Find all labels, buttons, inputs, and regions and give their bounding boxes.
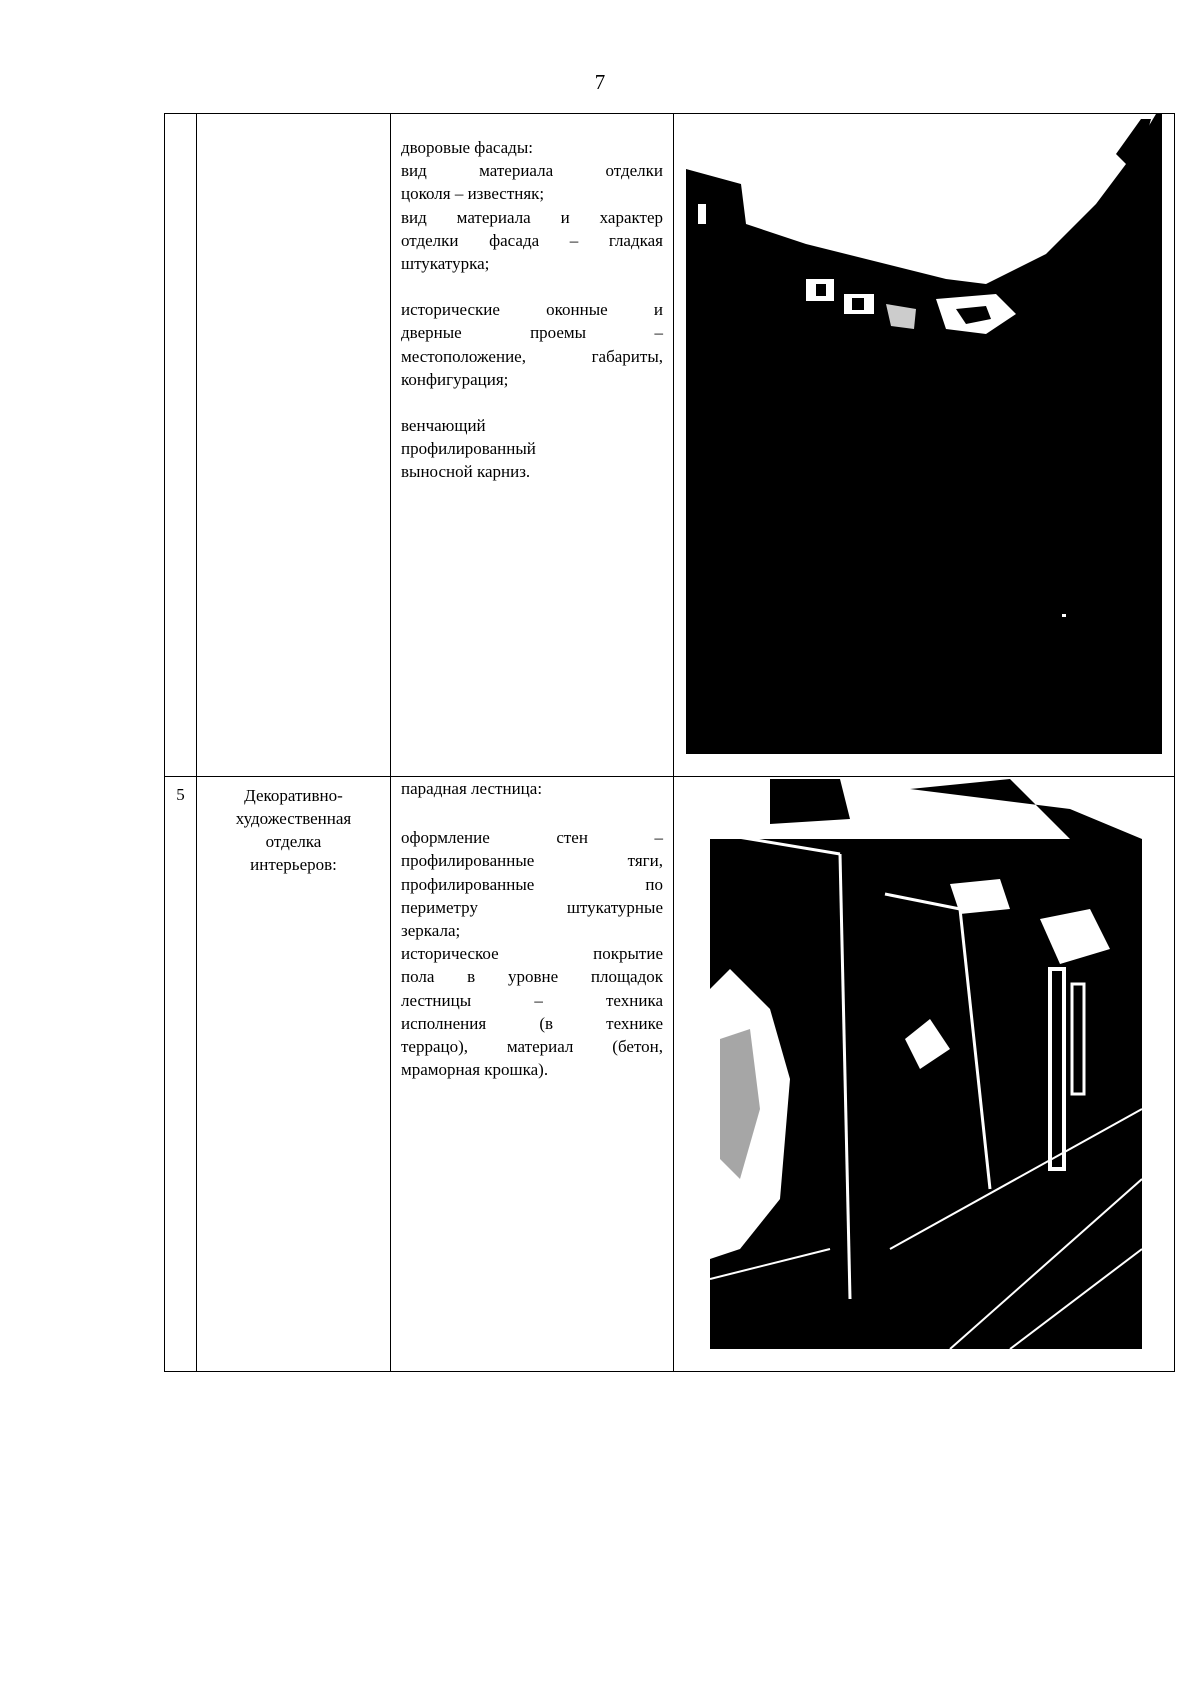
description-line: исполнения (в технике bbox=[401, 1013, 663, 1033]
row-number-cell: 5 bbox=[165, 777, 197, 1372]
name-line: Декоративно- bbox=[244, 786, 343, 805]
description-line: венчающий bbox=[401, 416, 486, 436]
description-block bbox=[401, 298, 663, 391]
description-line: местоположение, габариты, bbox=[401, 346, 663, 366]
description-line: исторические оконные и bbox=[401, 300, 663, 320]
heritage-table bbox=[164, 113, 1175, 1372]
staircase-interior-photo bbox=[710, 779, 1142, 1349]
table-row bbox=[165, 114, 1175, 777]
description-line: дворовые фасады: bbox=[401, 138, 533, 157]
description-block bbox=[401, 777, 663, 800]
row-description-cell bbox=[391, 114, 674, 777]
name-line: художественная bbox=[235, 809, 352, 828]
description-line: отделки фасада – гладкая bbox=[401, 230, 663, 250]
description-line: оформление стен – bbox=[401, 828, 663, 848]
row-name-cell bbox=[197, 114, 391, 777]
name-line: отделка bbox=[265, 832, 322, 851]
description-block bbox=[401, 826, 663, 1081]
row-photo-cell bbox=[674, 114, 1175, 777]
row-photo-cell bbox=[674, 777, 1175, 1372]
courtyard-facade-photo bbox=[686, 114, 1162, 754]
description-line: выносной карниз. bbox=[401, 462, 531, 482]
description-line: штукатурка; bbox=[401, 254, 490, 274]
description-line: парадная лестница: bbox=[401, 779, 543, 798]
row-number-cell bbox=[165, 114, 197, 777]
row-name-cell bbox=[197, 777, 391, 1372]
description-line: вид материала и характер bbox=[401, 207, 663, 227]
description-line: дверные проемы – bbox=[401, 323, 663, 343]
description-line: пола в уровне площадок bbox=[401, 967, 663, 987]
row-description-cell bbox=[391, 777, 674, 1372]
description-line: профилированные по bbox=[401, 874, 663, 894]
description-block bbox=[401, 136, 663, 275]
description-line: цоколя – известняк; bbox=[401, 184, 545, 204]
description-line: конфигурация; bbox=[401, 369, 509, 389]
description-line: зеркала; bbox=[401, 921, 461, 941]
description-line: профилированные тяги, bbox=[401, 851, 663, 871]
description-line: террацо), материал (бетон, bbox=[401, 1037, 663, 1057]
description-line: периметру штукатурные bbox=[401, 897, 663, 917]
description-line: историческое покрытие bbox=[401, 944, 663, 964]
description-line: лестницы – техника bbox=[401, 990, 663, 1010]
description-line: вид материала отделки bbox=[401, 161, 663, 181]
description-line: профилированный bbox=[401, 439, 536, 459]
description-line: мраморная крошка). bbox=[401, 1060, 549, 1080]
description-block bbox=[401, 414, 663, 484]
name-line: интерьеров: bbox=[250, 855, 337, 874]
page-number: 7 bbox=[594, 70, 606, 94]
table-row bbox=[165, 777, 1175, 1372]
